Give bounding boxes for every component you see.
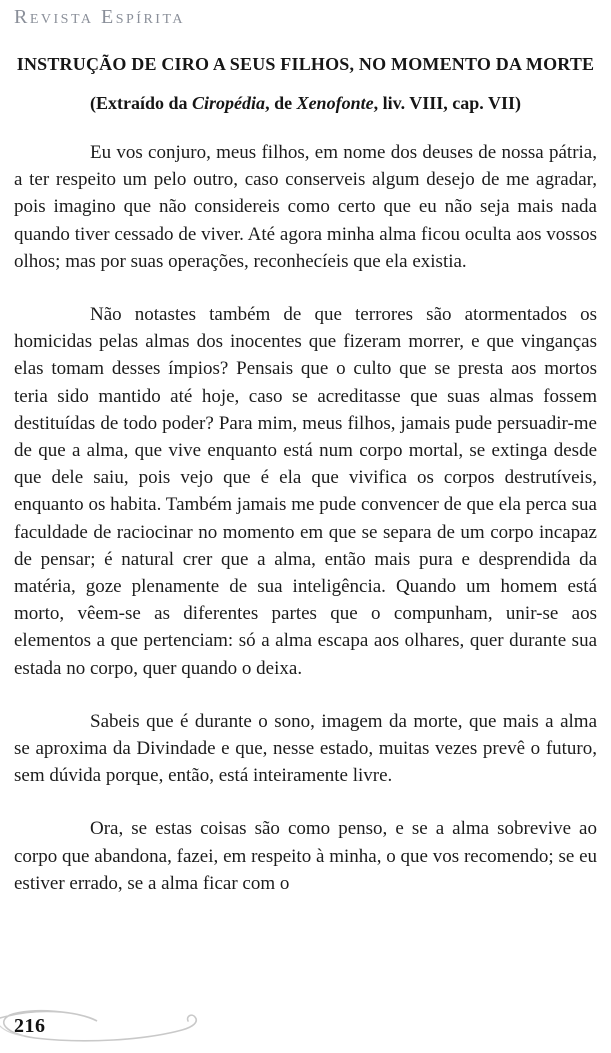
source-line: [14, 92, 597, 114]
source-work-title: Ciropédia: [192, 93, 266, 113]
source-line-middle: , de: [265, 93, 297, 113]
paragraph: Eu vos conjuro, meus filhos, em nome dos deuses de nossa pátria, a ter respeito um pelo outro, caso conserveis algum desejo de me agradar, pois imagino que não considereis como certo que eu não seja mais nada quando tiver cessado de viver. Até agora minha alma ficou oculta aos vossos olhos; mas por suas operações, reconhecíeis que ela existia.: [14, 142, 597, 272]
body-text: [14, 139, 597, 897]
source-line-prefix: (Extraído da: [90, 93, 193, 113]
paragraph: Não notastes também de que terrores são atormentados os homicidas pelas almas dos inocentes que fizeram morrer, e que vinganças elas tomam desses ímpios? Pensais que o culto que se presta aos mortos teria sido mantido até hoje, caso se acreditasse que suas almas fossem destituídas de todo poder? Para mim, meus filhos, jamais pude persuadir-me de que a alma, que vive enquanto está num corpo mortal, se extinga desde que dele saiu, pois vejo que é ela que vivifica os corpos destrutíveis, enquanto os habita. Também jamais me pude convencer de que ela perca sua faculdade de raciocinar no momento em que se separa de um corpo incapaz de pensar; é natural crer que a alma, então mais pura e desprendida da matéria, goze plenamente de sua inteligência. Quando um homem está morto, vêem-se as diferentes partes que o compunham, unir-se aos elementos a que pertenciam: só a alma escapa aos olhares, quer durante sua estada no corpo, quer quando o deixa.: [14, 304, 597, 679]
source-line-suffix: , liv. VIII, cap. VII): [373, 93, 521, 113]
source-author: Xenofonte: [296, 93, 374, 113]
running-head: Revista Espírita: [14, 6, 185, 28]
paragraph: Sabeis que é durante o sono, imagem da morte, que mais a alma se aproxima da Divindade e que, nesse estado, muitas vezes prevê o futuro, sem dúvida porque, então, está inteiramente livre.: [14, 710, 597, 787]
paragraph: Ora, se estas coisas são como penso, e se a alma sobrevive ao corpo que abandona, fazei, em respeito à minha, o que vos recomendo; se eu estiver errado, se a alma ficar com o: [14, 818, 597, 894]
page-number: 216: [14, 1015, 46, 1037]
page-title: INSTRUÇÃO DE CIRO A SEUS FILHOS, NO MOMENTO DA MORTE: [16, 54, 595, 74]
